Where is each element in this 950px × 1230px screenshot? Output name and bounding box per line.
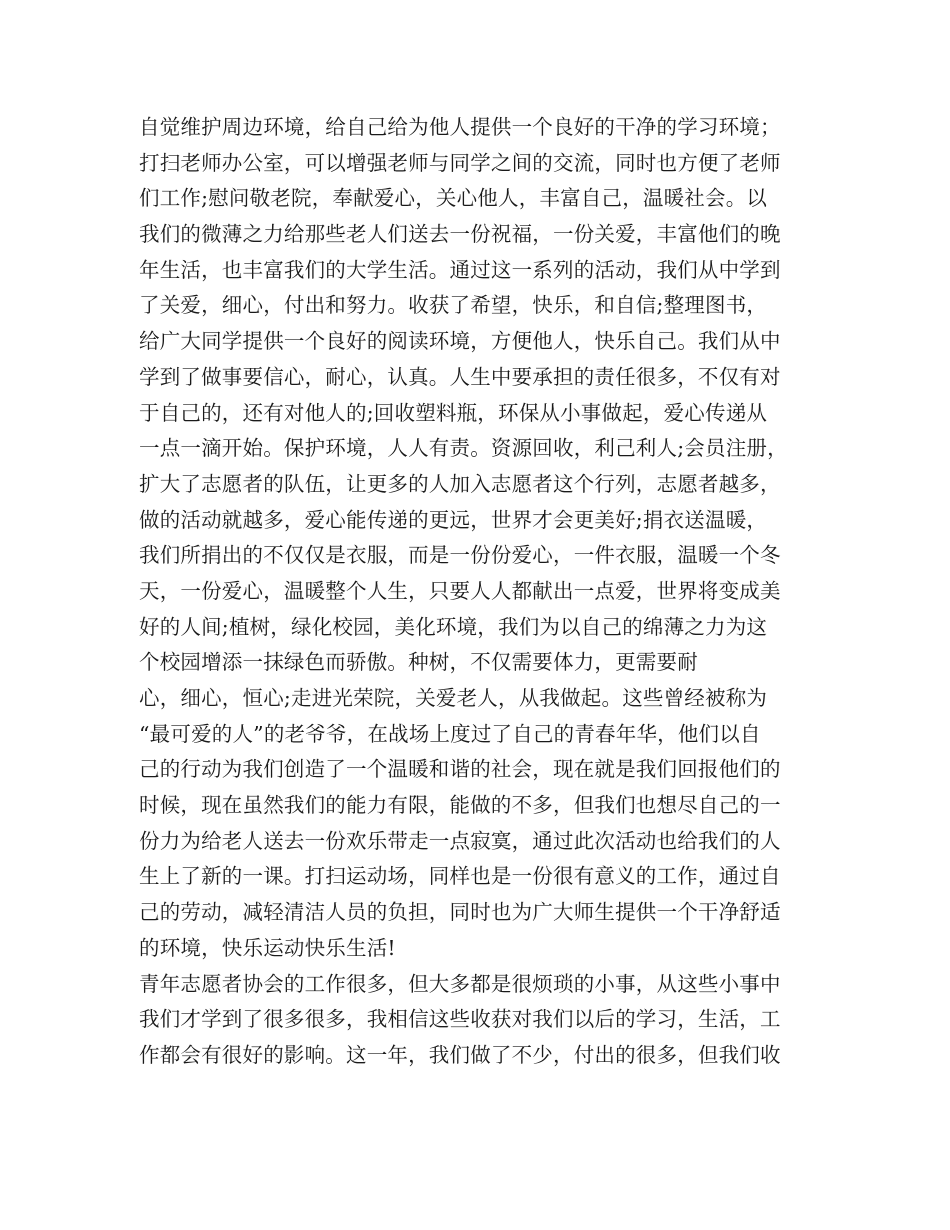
- text-line: 们工作;慰问敬老院，奉献爱心，关心他人，丰富自己，温暖社会。以: [139, 186, 768, 211]
- text-line: 己的行动为我们创造了一个温暖和谐的社会，现在就是我们回报他们的: [139, 757, 781, 782]
- text-line: 的环境，快乐运动快乐生活!: [139, 935, 396, 960]
- text-line: 个校园增添一抹绿色而骄傲。种树，不仅需要体力，更需要耐: [139, 650, 698, 675]
- text-line: 己的劳动，减轻清洁人员的负担，同时也为广大师生提供一个干净舒适: [139, 900, 781, 925]
- text-line: 扩大了志愿者的队伍，让更多的人加入志愿者这个行列，志愿者越多，: [139, 471, 781, 496]
- text-line: 天，一份爱心，温暖整个人生，只要人人都献出一点爱，世界将变成美: [139, 578, 781, 603]
- text-line: 时候，现在虽然我们的能力有限，能做的不多，但我们也想尽自己的一: [139, 793, 781, 818]
- text-line: 份力为给老人送去一份欢乐带走一点寂寞，通过此次活动也给我们的人: [139, 828, 781, 853]
- text-line: “最可爱的人”的老爷爷，在战场上度过了自己的青春年华，他们以自: [139, 721, 761, 746]
- text-line: 给广大同学提供一个良好的阅读环境，方便他人，快乐自己。我们从中: [139, 329, 781, 354]
- text-line: 作都会有很好的影响。这一年，我们做了不少，付出的很多，但我们收: [139, 1042, 781, 1067]
- text-line: 我们的微薄之力给那些老人们送去一份祝福，一份关爱，丰富他们的晚: [139, 222, 781, 247]
- body-text: [139, 110, 839, 1074]
- text-line: 好的人间;植树，绿化校园，美化环境，我们为以自己的绵薄之力为这: [139, 614, 768, 639]
- text-line: 年生活，也丰富我们的大学生活。通过这一系列的活动，我们从中学到: [139, 257, 781, 282]
- text-line: 自觉维护周边环境，给自己给为他人提供一个良好的干净的学习环境；: [139, 115, 781, 139]
- text-line: 我们所捐出的不仅仅是衣服，而是一份份爱心，一件衣服，温暖一个冬: [139, 543, 781, 568]
- text-line: 了关爱，细心，付出和努力。收获了希望，快乐，和自信;整理图书，: [139, 293, 768, 318]
- text-line: 打扫老师办公室，可以增强老师与同学之间的交流，同时也方便了老师: [139, 150, 781, 175]
- text-line: 生上了新的一课。打扫运动场，同样也是一份很有意义的工作，通过自: [139, 864, 781, 889]
- text-line: 我们才学到了很多很多，我相信这些收获对我们以后的学习，生活，工: [139, 1007, 781, 1032]
- text-line: 一点一滴开始。保护环境，人人有责。资源回收，利己利人;会员注册，: [139, 436, 788, 461]
- text-line: 学到了做事要信心，耐心，认真。人生中要承担的责任很多，不仅有对: [139, 364, 781, 389]
- text-line: 心，细心，恒心;走进光荣院，关爱老人，从我做起。这些曾经被称为: [139, 686, 768, 710]
- text-line: 于自己的，还有对他人的;回收塑料瓶，环保从小事做起，爱心传递从: [139, 400, 768, 425]
- text-line: 做的活动就越多，爱心能传递的更远，世界才会更美好;捐衣送温暖，: [139, 507, 768, 532]
- text-line: 青年志愿者协会的工作很多，但大多都是很烦琐的小事，从这些小事中: [139, 971, 781, 996]
